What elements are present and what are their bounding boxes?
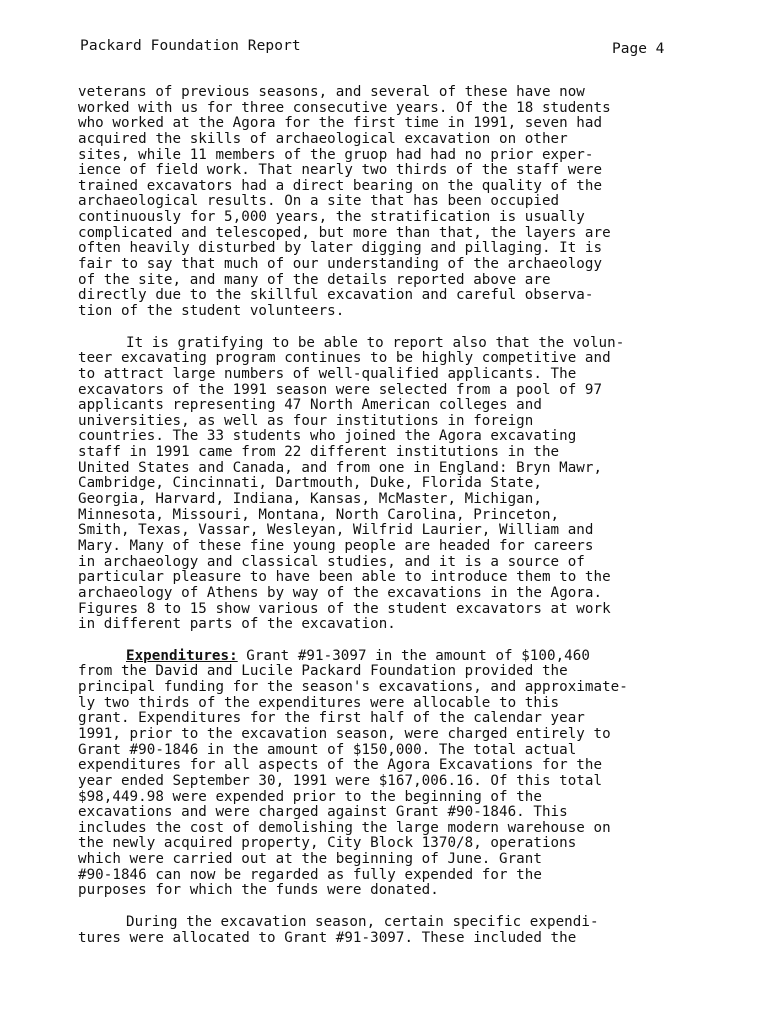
text-line: includes the cost of demolishing the large modern warehouse on [78, 819, 611, 836]
text-line: excavations and were charged against Grant #90-1846. This [78, 804, 568, 821]
text-line: of the site, and many of the details reported above are [78, 271, 551, 288]
text-line: worked with us for three consecutive years. Of the 18 students [78, 99, 611, 116]
text-line: fair to say that much of our understanding of the archaeology [78, 256, 603, 273]
text-line: sites, while 11 members of the gruop had had no prior exper- [78, 146, 594, 163]
text-line-content: Grant #91-3097 in the amount of $100,460 [237, 647, 590, 664]
text-line: continuously for 5,000 years, the stratification is usually [78, 209, 585, 226]
text-line: United States and Canada, and from one in England: Bryn Mawr, [78, 459, 603, 476]
text-line: tures were allocated to Grant #91-3097. These included the [78, 929, 577, 946]
text-line [78, 649, 698, 665]
text-line: expenditures for all aspects of the Agora Excavations for the [78, 757, 603, 774]
paragraph-expenditures [78, 649, 698, 899]
text-line: purposes for which the funds were donated. [78, 882, 439, 899]
text-line: year ended September 30, 1991 were $167,006.16. Of this total [78, 772, 603, 789]
text-line: principal funding for the season's excavations, and approximate- [78, 679, 628, 696]
body-text [78, 85, 698, 962]
text-line: from the David and Lucile Packard Foundation provided the [78, 663, 568, 680]
text-line: complicated and telescoped, but more than that, the layers are [78, 224, 611, 241]
text-line: Smith, Texas, Vassar, Wesleyan, Wilfrid Laurier, William and [78, 522, 594, 539]
text-line: acquired the skills of archaeological excavation on other [78, 130, 568, 147]
text-line: which were carried out at the beginning of June. Grant [78, 851, 542, 868]
text-line: applicants representing 47 North American colleges and [78, 397, 542, 414]
text-line: in archaeology and classical studies, and it is a source of [78, 553, 585, 570]
text-line: Georgia, Harvard, Indiana, Kansas, McMaster, Michigan, [78, 491, 542, 508]
report-title: Packard Foundation Report [80, 38, 301, 54]
text-line: staff in 1991 came from 22 different institutions in the [78, 444, 560, 461]
text-line: the newly acquired property, City Block 1370/8, operations [78, 835, 577, 852]
text-line: directly due to the skillful excavation and careful observa- [78, 287, 594, 304]
text-line: Minnesota, Missouri, Montana, North Carolina, Princeton, [78, 506, 560, 523]
text-line: in different parts of the excavation. [78, 616, 396, 633]
text-line: to attract large numbers of well-qualified applicants. The [78, 365, 577, 382]
text-line: grant. Expenditures for the first half of the calendar year [78, 710, 585, 727]
page-number: Page 4 [612, 41, 665, 57]
text-line: archaeology of Athens by way of the excavations in the Agora. [78, 584, 603, 601]
text-line: Cambridge, Cincinnati, Dartmouth, Duke, Florida State, [78, 475, 542, 492]
text-line: Mary. Many of these fine young people are headed for careers [78, 537, 594, 554]
text-line: particular pleasure to have been able to introduce them to the [78, 569, 611, 586]
text-line: archaeological results. On a site that has been occupied [78, 193, 560, 210]
text-line [78, 915, 698, 931]
text-line: countries. The 33 students who joined the Agora excavating [78, 428, 577, 445]
text-line: universities, as well as four institutions in foreign [78, 412, 534, 429]
text-line: ience of field work. That nearly two thirds of the staff were [78, 162, 603, 179]
text-line: tion of the student volunteers. [78, 302, 345, 319]
text-line-content: During the excavation season, certain specific expendi- [126, 914, 599, 931]
text-line [78, 336, 698, 352]
text-line: #90-1846 can now be regarded as fully expended for the [78, 866, 542, 883]
text-line-content: It is gratifying to be able to report also that the volun- [126, 334, 625, 351]
text-line: 1991, prior to the excavation season, were charged entirely to [78, 725, 611, 742]
text-line: teer excavating program continues to be highly competitive and [78, 350, 611, 367]
text-line: $98,449.98 were expended prior to the beginning of the [78, 788, 542, 805]
expenditures-heading: Expenditures: [126, 647, 238, 664]
text-line: who worked at the Agora for the first time in 1991, seven had [78, 115, 603, 132]
text-line: excavators of the 1991 season were selected from a pool of 97 [78, 381, 603, 398]
text-line: often heavily disturbed by later digging and pillaging. It is [78, 240, 603, 257]
text-line: Grant #90-1846 in the amount of $150,000. The total actual [78, 741, 577, 758]
paragraph-volunteer-program [78, 336, 698, 633]
text-line: Figures 8 to 15 show various of the student excavators at work [78, 600, 611, 617]
paragraph-student-experience [78, 85, 698, 320]
text-line: trained excavators had a direct bearing on the quality of the [78, 177, 603, 194]
text-line: veterans of previous seasons, and several of these have now [78, 84, 585, 100]
text-line: ly two thirds of the expenditures were allocable to this [78, 694, 560, 711]
paragraph-season-expenditures [78, 915, 698, 946]
